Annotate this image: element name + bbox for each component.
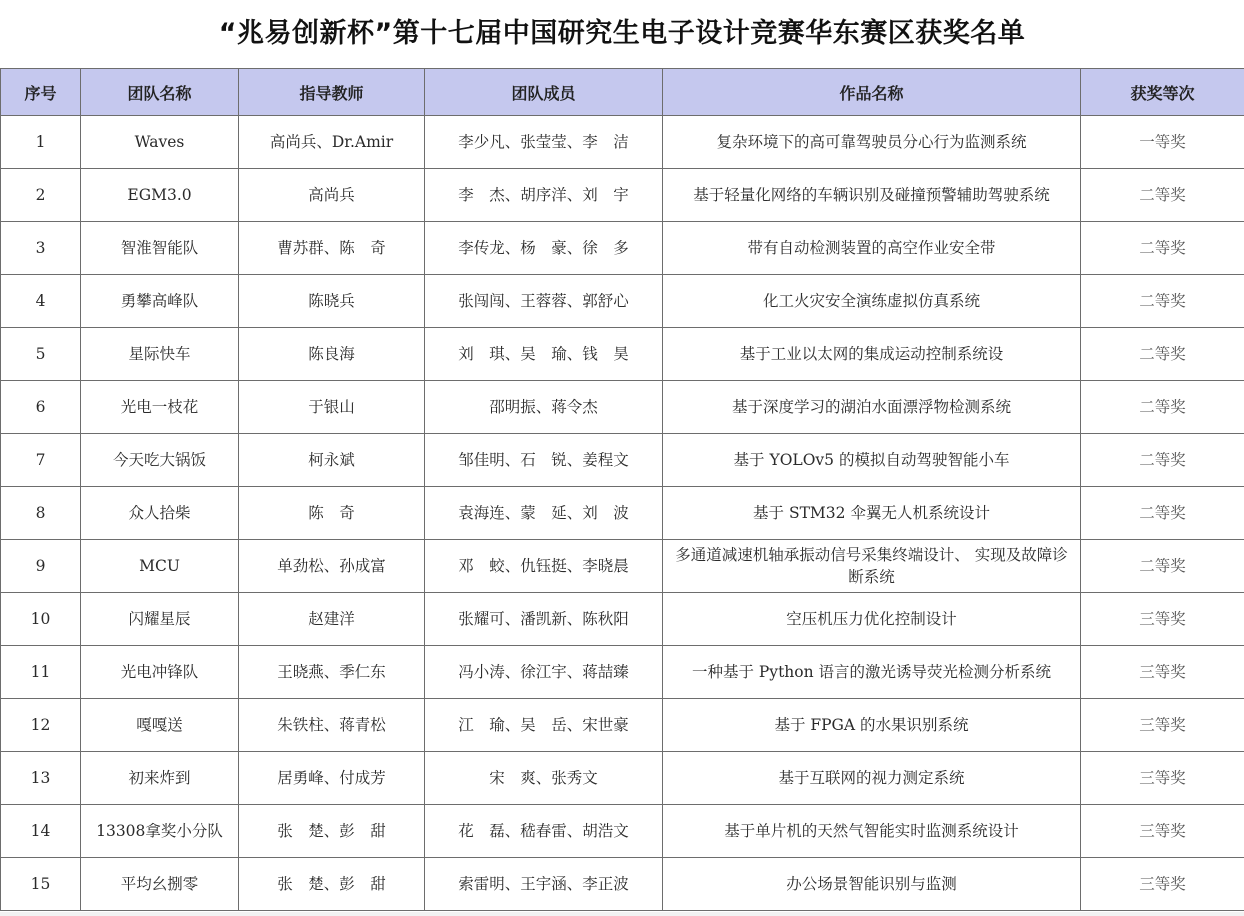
cell-team-name: 星际快车 (81, 328, 239, 381)
cell-work-title: 基于互联网的视力测定系统 (663, 752, 1081, 805)
cell-team-name: 智淮智能队 (81, 222, 239, 275)
column-header-award-level: 获奖等次 (1081, 69, 1244, 116)
cell-award-level: 三等奖 (1081, 646, 1244, 699)
cell-advisor: 柯永斌 (239, 434, 425, 487)
cell-work-title: 化工火灾安全演练虚拟仿真系统 (663, 275, 1081, 328)
cell-work-title: 基于深度学习的湖泊水面漂浮物检测系统 (663, 381, 1081, 434)
cell-number: 2 (1, 169, 81, 222)
table-row (1, 381, 1244, 434)
cell-number: 7 (1, 434, 81, 487)
cell-work-title: 基于 FPGA 的水果识别系统 (663, 699, 1081, 752)
page-title: “兆易创新杯”第十七届中国研究生电子设计竞赛华东赛区获奖名单 (218, 18, 1026, 49)
cell-advisor: 赵建洋 (239, 593, 425, 646)
cell-award-level: 二等奖 (1081, 275, 1244, 328)
table-row (1, 328, 1244, 381)
cell-advisor: 王晓燕、季仁东 (239, 646, 425, 699)
table-row (1, 699, 1244, 752)
cell-work-title: 复杂环境下的高可靠驾驶员分心行为监测系统 (663, 116, 1081, 169)
cell-award-level: 二等奖 (1081, 328, 1244, 381)
column-header-number: 序号 (1, 69, 81, 116)
cell-team-name: 13308拿奖小分队 (81, 805, 239, 858)
column-header-work-title: 作品名称 (663, 69, 1081, 116)
cell-advisor: 陈良海 (239, 328, 425, 381)
cell-members: 邵明振、蒋令杰 (425, 381, 663, 434)
cell-members: 索雷明、王宇涵、李正波 (425, 858, 663, 911)
cell-members: 刘 琪、吴 瑜、钱 昊 (425, 328, 663, 381)
cell-members: 花 磊、嵇春雷、胡浩文 (425, 805, 663, 858)
table-row (1, 540, 1244, 593)
cell-members: 袁海连、蒙 延、刘 波 (425, 487, 663, 540)
cell-award-level: 三等奖 (1081, 593, 1244, 646)
award-list-table (0, 68, 1244, 911)
cell-members: 江 瑜、吴 岳、宋世豪 (425, 699, 663, 752)
cell-number: 8 (1, 487, 81, 540)
cell-award-level: 二等奖 (1081, 222, 1244, 275)
cell-award-level: 二等奖 (1081, 540, 1244, 593)
table-header-row (1, 69, 1244, 116)
cell-award-level: 二等奖 (1081, 169, 1244, 222)
cell-members: 冯小涛、徐江宇、蒋喆臻 (425, 646, 663, 699)
column-header-advisor: 指导教师 (239, 69, 425, 116)
cell-work-title: 办公场景智能识别与监测 (663, 858, 1081, 911)
table-row (1, 222, 1244, 275)
cell-number: 3 (1, 222, 81, 275)
cell-work-title: 基于轻量化网络的车辆识别及碰撞预警辅助驾驶系统 (663, 169, 1081, 222)
cell-members: 李 杰、胡序洋、刘 宇 (425, 169, 663, 222)
cell-number: 15 (1, 858, 81, 911)
cell-number: 13 (1, 752, 81, 805)
cell-award-level: 二等奖 (1081, 487, 1244, 540)
cell-work-title: 基于 YOLOv5 的模拟自动驾驶智能小车 (663, 434, 1081, 487)
table-row (1, 858, 1244, 911)
table-row (1, 169, 1244, 222)
cell-work-title: 基于 STM32 伞翼无人机系统设计 (663, 487, 1081, 540)
cell-number: 4 (1, 275, 81, 328)
cell-advisor: 于银山 (239, 381, 425, 434)
cell-number: 10 (1, 593, 81, 646)
cell-number: 12 (1, 699, 81, 752)
column-header-members: 团队成员 (425, 69, 663, 116)
cell-number: 11 (1, 646, 81, 699)
cell-advisor: 朱铁柱、蒋青松 (239, 699, 425, 752)
cell-team-name: 嘎嘎送 (81, 699, 239, 752)
cell-team-name: 光电一枝花 (81, 381, 239, 434)
cell-advisor: 单劲松、孙成富 (239, 540, 425, 593)
cell-award-level: 一等奖 (1081, 116, 1244, 169)
cell-number: 6 (1, 381, 81, 434)
cell-advisor: 陈 奇 (239, 487, 425, 540)
cell-work-title: 空压机压力优化控制设计 (663, 593, 1081, 646)
cell-members: 张耀可、潘凯新、陈秋阳 (425, 593, 663, 646)
column-header-team-name: 团队名称 (81, 69, 239, 116)
table-row (1, 116, 1244, 169)
cell-work-title: 基于单片机的天然气智能实时监测系统设计 (663, 805, 1081, 858)
cell-number: 1 (1, 116, 81, 169)
cell-advisor: 张 楚、彭 甜 (239, 858, 425, 911)
cell-team-name: MCU (81, 540, 239, 593)
cell-award-level: 三等奖 (1081, 858, 1244, 911)
table-row (1, 434, 1244, 487)
cell-work-title: 一种基于 Python 语言的激光诱导荧光检测分析系统 (663, 646, 1081, 699)
cell-number: 9 (1, 540, 81, 593)
cell-work-title: 基于工业以太网的集成运动控制系统设 (663, 328, 1081, 381)
cell-award-level: 三等奖 (1081, 699, 1244, 752)
cell-award-level: 二等奖 (1081, 434, 1244, 487)
cell-members: 张闯闯、王蓉蓉、郭舒心 (425, 275, 663, 328)
table-row (1, 487, 1244, 540)
cell-members: 李传龙、杨 豪、徐 多 (425, 222, 663, 275)
table-row (1, 752, 1244, 805)
cell-award-level: 三等奖 (1081, 752, 1244, 805)
cell-team-name: 今天吃大锅饭 (81, 434, 239, 487)
cell-advisor: 曹苏群、陈 奇 (239, 222, 425, 275)
cell-team-name: 平均幺捌零 (81, 858, 239, 911)
cell-team-name: 众人拾柴 (81, 487, 239, 540)
cell-members: 邓 蛟、仇钰挺、李晓晨 (425, 540, 663, 593)
cell-team-name: 闪耀星辰 (81, 593, 239, 646)
cell-number: 5 (1, 328, 81, 381)
cell-award-level: 二等奖 (1081, 381, 1244, 434)
cell-advisor: 陈晓兵 (239, 275, 425, 328)
cell-number: 14 (1, 805, 81, 858)
table-row (1, 275, 1244, 328)
cell-work-title: 带有自动检测装置的高空作业安全带 (663, 222, 1081, 275)
cell-team-name: 光电冲锋队 (81, 646, 239, 699)
table-row (1, 805, 1244, 858)
cell-work-title: 多通道减速机轴承振动信号采集终端设计、 实现及故障诊断系统 (663, 540, 1081, 593)
cell-team-name: EGM3.0 (81, 169, 239, 222)
cell-members: 邹佳明、石 锐、姜程文 (425, 434, 663, 487)
cell-members: 李少凡、张莹莹、李 洁 (425, 116, 663, 169)
cell-award-level: 三等奖 (1081, 805, 1244, 858)
page-bottom-edge (0, 912, 1244, 916)
cell-team-name: Waves (81, 116, 239, 169)
table-row (1, 593, 1244, 646)
table-row (1, 646, 1244, 699)
cell-advisor: 高尚兵 (239, 169, 425, 222)
cell-advisor: 居勇峰、付成芳 (239, 752, 425, 805)
cell-advisor: 高尚兵、Dr.Amir (239, 116, 425, 169)
cell-team-name: 勇攀高峰队 (81, 275, 239, 328)
cell-team-name: 初来炸到 (81, 752, 239, 805)
cell-advisor: 张 楚、彭 甜 (239, 805, 425, 858)
cell-members: 宋 爽、张秀文 (425, 752, 663, 805)
